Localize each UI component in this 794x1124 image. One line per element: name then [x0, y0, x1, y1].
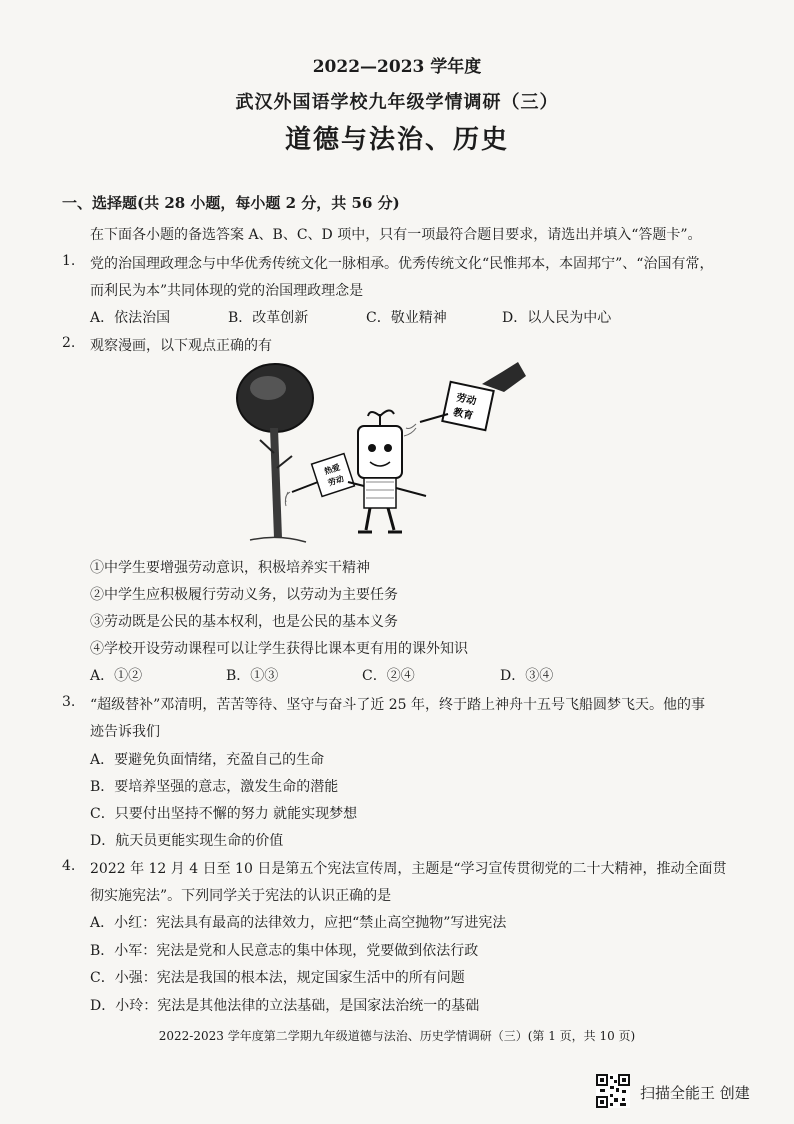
q2-number: 2. — [62, 335, 76, 351]
q1-option-d[interactable]: D．以人民为中心 — [502, 310, 612, 326]
q1-options — [90, 307, 710, 327]
section-instruction: 在下面各小题的备选答案 A、B、C、D 项中，只有一项最符合题目要求，请选出并填入“答题卡”。 — [90, 227, 702, 243]
q3-stem-line2: 迹告诉我们 — [90, 724, 160, 740]
can-right-label-line1: 劳动 — [455, 392, 478, 408]
section-title: 一、选择题(共 28 小题，每小题 2 分，共 56 分) — [62, 194, 400, 212]
q3-option-a[interactable]: A．要避免负面情绪，充盈自己的生命 — [90, 752, 325, 768]
q3-stem-line1: “超级替补”邓清明，苦苦等待、坚守与奋斗了近 25 年，终于踏上神舟十五号飞船圆梦飞天。他的事 — [90, 697, 706, 713]
q3-option-c[interactable]: C．只要付出坚持不懈的努力 就能实现梦想 — [90, 806, 358, 822]
q4-option-d[interactable]: D．小玲：宪法是其他法律的立法基础，是国家法治统一的基础 — [90, 998, 480, 1014]
q2-statement-1: ①中学生要增强劳动意识，积极培养实干精神 — [90, 560, 370, 576]
page-footer: 2022-2023 学年度第二学期九年级道德与法治、历史学情调研（三）(第 1 页，共 10 页) — [158, 1029, 636, 1043]
scanner-watermark — [596, 1074, 786, 1114]
q2-statement-4: ④学校开设劳动课程可以让学生获得比课本更有用的课外知识 — [90, 641, 468, 657]
can-left-label-line1: 热爱 — [322, 461, 342, 477]
q1-option-a[interactable]: A．依法治国 — [90, 310, 171, 326]
q2-stem-line1: 观察漫画，以下观点正确的有 — [90, 338, 272, 354]
q2-option-b[interactable]: B．①③ — [226, 668, 279, 684]
scanner-watermark-text: 扫描全能王 创建 — [640, 1084, 750, 1102]
qr-code-icon — [596, 1074, 630, 1108]
q2-options — [90, 665, 710, 685]
q4-number: 4. — [62, 858, 76, 874]
can-right-label-line2: 教育 — [452, 407, 475, 423]
q1-option-c[interactable]: C．敬业精神 — [366, 310, 447, 326]
q3-option-b[interactable]: B．要培养坚强的意志，激发生命的潜能 — [90, 779, 339, 795]
q3-option-d[interactable]: D．航天员更能实现生命的价值 — [90, 833, 284, 849]
q2-option-d[interactable]: D．③④ — [500, 668, 554, 684]
q2-statement-2: ②中学生应积极履行劳动义务，以劳动为主要任务 — [90, 587, 398, 603]
q4-option-a[interactable]: A．小红：宪法具有最高的法律效力，应把“禁止高空抛物”写进宪法 — [90, 915, 507, 931]
labor-education-cartoon — [230, 358, 530, 548]
q4-option-b[interactable]: B．小军：宪法是党和人民意志的集中体现，党要做到依法行政 — [90, 943, 479, 959]
q2-statement-3: ③劳动既是公民的基本权利，也是公民的基本义务 — [90, 614, 398, 630]
q1-stem-line2: 而利民为本”共同体现的党的治国理政理念是 — [90, 283, 364, 299]
q1-option-b[interactable]: B．改革创新 — [228, 310, 309, 326]
q3-number: 3. — [62, 694, 76, 710]
q2-option-c[interactable]: C．②④ — [362, 668, 415, 684]
q1-number: 1. — [62, 253, 76, 269]
exam-year: 2022—2023 学年度 — [312, 57, 482, 77]
exam-subject: 道德与法治、历史 — [284, 125, 509, 155]
q2-option-a[interactable]: A．①② — [90, 668, 143, 684]
q4-option-c[interactable]: C．小强：宪法是我国的根本法，规定国家生活中的所有问题 — [90, 970, 465, 986]
can-left-label-line2: 劳动 — [326, 473, 345, 488]
exam-school-title: 武汉外国语学校九年级学情调研（三） — [235, 92, 559, 113]
q1-stem-line1: 党的治国理政理念与中华优秀传统文化一脉相承。优秀传统文化“民惟邦本，本固邦宁”、“治国有常， — [90, 256, 714, 272]
q4-stem-line1: 2022 年 12 月 4 日至 10 日是第五个宪法宣传周，主题是“学习宣传贯彻党的二十大精神，推动全面贯 — [90, 861, 727, 877]
q4-stem-line2: 彻实施宪法”。下列同学关于宪法的认识正确的是 — [90, 888, 392, 904]
